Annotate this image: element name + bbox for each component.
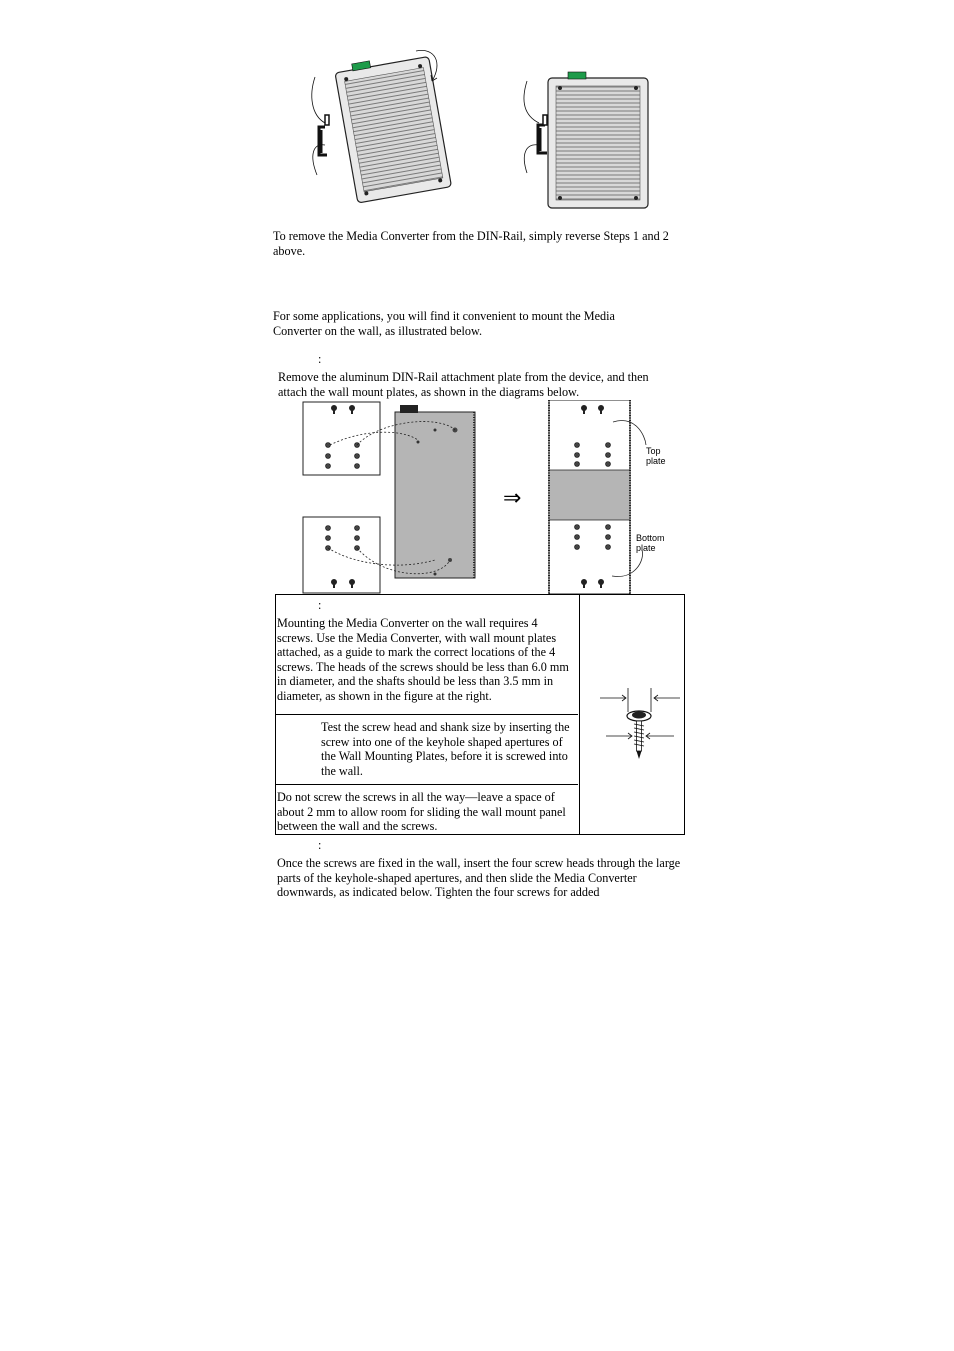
wall-mount-intro: For some applications, you will find it convenient to mount the Media Converter on the wall, as illustrated below. — [273, 309, 615, 338]
bottom-plate-label-1: Bottom — [636, 533, 665, 543]
screw-icon — [598, 686, 682, 764]
note-top-rule — [276, 714, 578, 715]
top-plate-label-2: plate — [646, 456, 666, 466]
transform-arrow: ⇒ — [503, 486, 522, 511]
top-plate-label-1: Top — [646, 446, 661, 456]
note-bottom-rule — [276, 784, 578, 785]
device-tilted — [334, 51, 452, 203]
wall-plate-figure — [300, 400, 690, 596]
screw-space-text: Do not screw the screws in all the way—leave a space of about 2 mm to allow room for sliding the wall mount panel between the wall and the screws. — [277, 790, 566, 834]
step2-marker: : — [318, 598, 322, 612]
remove-din-paragraph: To remove the Media Converter from the DIN-Rail, simply reverse Steps 1 and 2 above. — [273, 229, 669, 258]
step1-marker: : — [318, 352, 322, 366]
din-rail-figure — [295, 45, 675, 215]
step2-text: Mounting the Media Converter on the wall requires 4 screws. Use the Media Converter, with wall mount plates attached, as a guide to mark the correct locations of the 4 screws. The heads of the screws should be less than 6.0 mm in diameter, and the shafts should be less than 3.5 mm in diameter, as shown in the figure at the right. — [277, 616, 569, 703]
note-text: Test the screw head and shank size by inserting the screw into one of the keyhole shaped apertures of the Wall Mounting Plates, before it is screwed into the wall. — [321, 720, 570, 778]
step1-text: Remove the aluminum DIN-Rail attachment plate from the device, and then attach the wall mount plates, as shown in the diagrams below. — [278, 370, 649, 399]
step3-text: Once the screws are fixed in the wall, insert the four screw heads through the large parts of the keyhole-shaped apertures, and then slide the Media Converter downwards, as indicated below. Tighten the four screws for added — [277, 856, 681, 900]
bottom-plate-label-2: plate — [636, 543, 656, 553]
device-upright — [548, 72, 648, 208]
table-divider — [579, 594, 580, 835]
step3-marker: : — [318, 838, 322, 852]
